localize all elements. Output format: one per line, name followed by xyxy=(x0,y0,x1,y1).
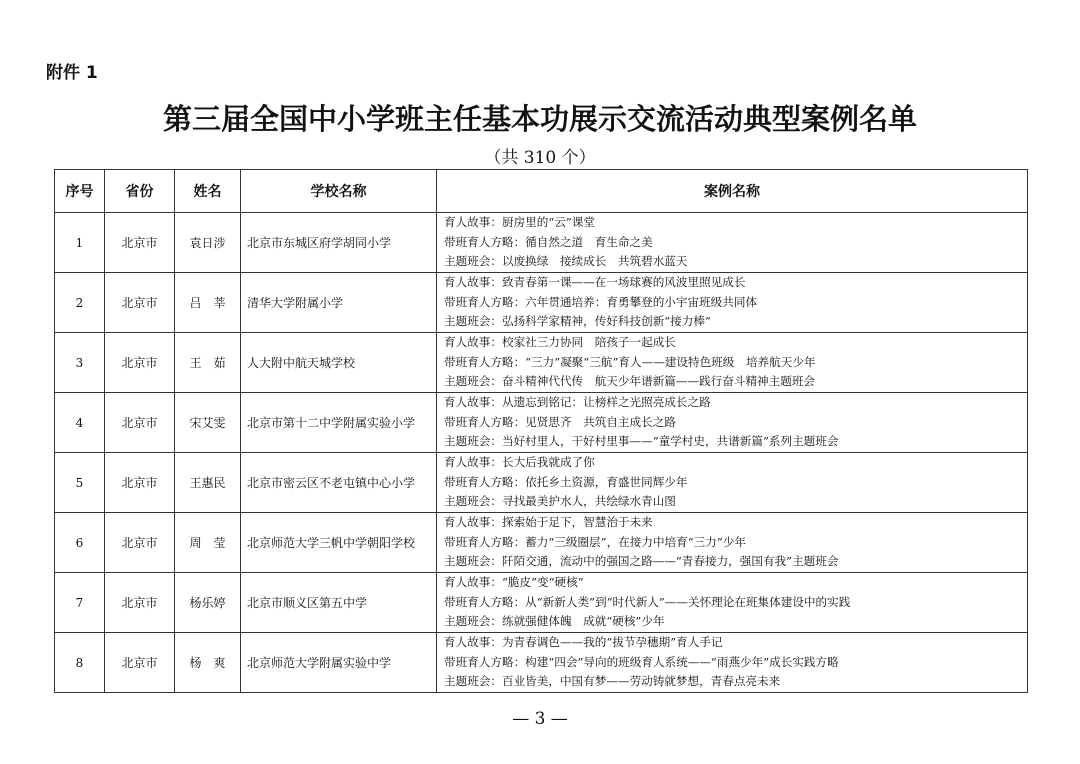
row-cases xyxy=(437,273,1028,333)
table-row xyxy=(55,393,1028,453)
header-name: 姓名 xyxy=(175,170,241,213)
case-class-meeting: 主题班会：弘扬科学家精神，传好科技创新“接力棒” xyxy=(444,314,711,329)
header-no: 序号 xyxy=(55,170,105,213)
row-name: 周 莹 xyxy=(175,513,241,573)
case-class-meeting: 主题班会：当好村里人，干好村里事——“童学村史，共谱新篇”系列主题班会 xyxy=(444,434,839,449)
case-strategy: 带班育人方略：循自然之道 育生命之美 xyxy=(444,234,653,249)
row-name: 吕 莘 xyxy=(175,273,241,333)
row-cases xyxy=(437,213,1028,273)
case-strategy: 带班育人方略：构建“四会”导向的班级育人系统——“雨燕少年”成长实践方略 xyxy=(444,654,839,669)
row-name: 袁日涉 xyxy=(175,213,241,273)
case-class-meeting: 主题班会：练就强健体魄 成就“硬核”少年 xyxy=(444,614,665,629)
case-story: 育人故事：校家社三力协同 陪孩子一起成长 xyxy=(444,335,676,350)
row-school: 北京市顺义区第五中学 xyxy=(241,573,437,633)
header-cases: 案例名称 xyxy=(437,170,1028,213)
table-row xyxy=(55,513,1028,573)
table-header-row xyxy=(55,170,1028,213)
case-class-meeting: 主题班会：百业皆美，中国有梦——劳动铸就梦想，青春点亮未来 xyxy=(444,674,781,689)
row-name: 王惠民 xyxy=(175,453,241,513)
document-title: 第三届全国中小学班主任基本功展示交流活动典型案例名单 xyxy=(162,102,917,136)
row-school: 北京师范大学附属实验中学 xyxy=(241,633,437,693)
case-strategy: 带班育人方略：六年贯通培养：育勇攀登的小宇宙班级共同体 xyxy=(444,294,758,309)
row-province: 北京市 xyxy=(105,213,175,273)
case-story: 育人故事：从遗忘到铭记：让榜样之光照亮成长之路 xyxy=(444,395,711,410)
row-name: 宋艾雯 xyxy=(175,393,241,453)
row-no: 5 xyxy=(55,453,105,513)
case-strategy: 带班育人方略：见贤思齐 共筑自主成长之路 xyxy=(444,414,676,429)
row-no: 1 xyxy=(55,213,105,273)
case-class-meeting: 主题班会：寻找最美护水人，共绘绿水青山图 xyxy=(444,494,676,509)
row-province: 北京市 xyxy=(105,513,175,573)
attachment-label: 附件 1 xyxy=(46,63,98,83)
row-cases xyxy=(437,393,1028,453)
case-strategy: 带班育人方略：从“新新人类”到“时代新人”——关怀理论在班集体建设中的实践 xyxy=(444,594,851,609)
case-story: 育人故事：致青春第一课——在一场球赛的风波里照见成长 xyxy=(444,275,746,290)
row-province: 北京市 xyxy=(105,633,175,693)
case-story: 育人故事：“脆皮”变“硬核” xyxy=(444,575,584,590)
table-row xyxy=(55,633,1028,693)
case-list-table xyxy=(54,169,1028,693)
header-school: 学校名称 xyxy=(241,170,437,213)
row-cases xyxy=(437,453,1028,513)
row-province: 北京市 xyxy=(105,333,175,393)
row-no: 4 xyxy=(55,393,105,453)
case-story: 育人故事：厨房里的“云”课堂 xyxy=(444,215,595,230)
page-number: — 3 — xyxy=(512,709,568,729)
row-school: 北京市密云区不老屯镇中心小学 xyxy=(241,453,437,513)
row-school: 北京师范大学三帆中学朝阳学校 xyxy=(241,513,437,573)
row-school: 北京市东城区府学胡同小学 xyxy=(241,213,437,273)
table-row xyxy=(55,333,1028,393)
row-school: 人大附中航天城学校 xyxy=(241,333,437,393)
table-row xyxy=(55,573,1028,633)
case-strategy: 带班育人方略：依托乡土资源，育盛世同辉少年 xyxy=(444,474,688,489)
row-province: 北京市 xyxy=(105,453,175,513)
row-no: 2 xyxy=(55,273,105,333)
case-strategy: 带班育人方略：蓄力“三级圈层”，在接力中培育“三力”少年 xyxy=(444,534,746,549)
row-cases xyxy=(437,333,1028,393)
row-school: 北京市第十二中学附属实验小学 xyxy=(241,393,437,453)
row-no: 6 xyxy=(55,513,105,573)
row-province: 北京市 xyxy=(105,273,175,333)
row-no: 8 xyxy=(55,633,105,693)
case-class-meeting: 主题班会：以废换绿 接续成长 共筑碧水蓝天 xyxy=(444,254,688,269)
table-row xyxy=(55,273,1028,333)
row-no: 7 xyxy=(55,573,105,633)
row-name: 杨乐婷 xyxy=(175,573,241,633)
row-province: 北京市 xyxy=(105,393,175,453)
case-strategy: 带班育人方略：“三力”凝聚“三航”育人——建设特色班级 培养航天少年 xyxy=(444,354,816,369)
document-subtitle: （共 310 个） xyxy=(484,148,596,168)
table-row xyxy=(55,453,1028,513)
case-story: 育人故事：长大后我就成了你 xyxy=(444,455,595,470)
row-province: 北京市 xyxy=(105,573,175,633)
table-row xyxy=(55,213,1028,273)
row-school: 清华大学附属小学 xyxy=(241,273,437,333)
header-province: 省份 xyxy=(105,170,175,213)
case-class-meeting: 主题班会：阡陌交通，流动中的强国之路——“青春接力，强国有我”主题班会 xyxy=(444,554,839,569)
row-name: 王 茹 xyxy=(175,333,241,393)
row-cases xyxy=(437,633,1028,693)
row-no: 3 xyxy=(55,333,105,393)
case-story: 育人故事：探索始于足下，智慧治于未来 xyxy=(444,515,653,530)
row-cases xyxy=(437,573,1028,633)
row-name: 杨 爽 xyxy=(175,633,241,693)
row-cases xyxy=(437,513,1028,573)
case-class-meeting: 主题班会：奋斗精神代代传 航天少年谱新篇——践行奋斗精神主题班会 xyxy=(444,374,816,389)
case-story: 育人故事：为青春调色——我的“拔节孕穗期”育人手记 xyxy=(444,635,723,650)
